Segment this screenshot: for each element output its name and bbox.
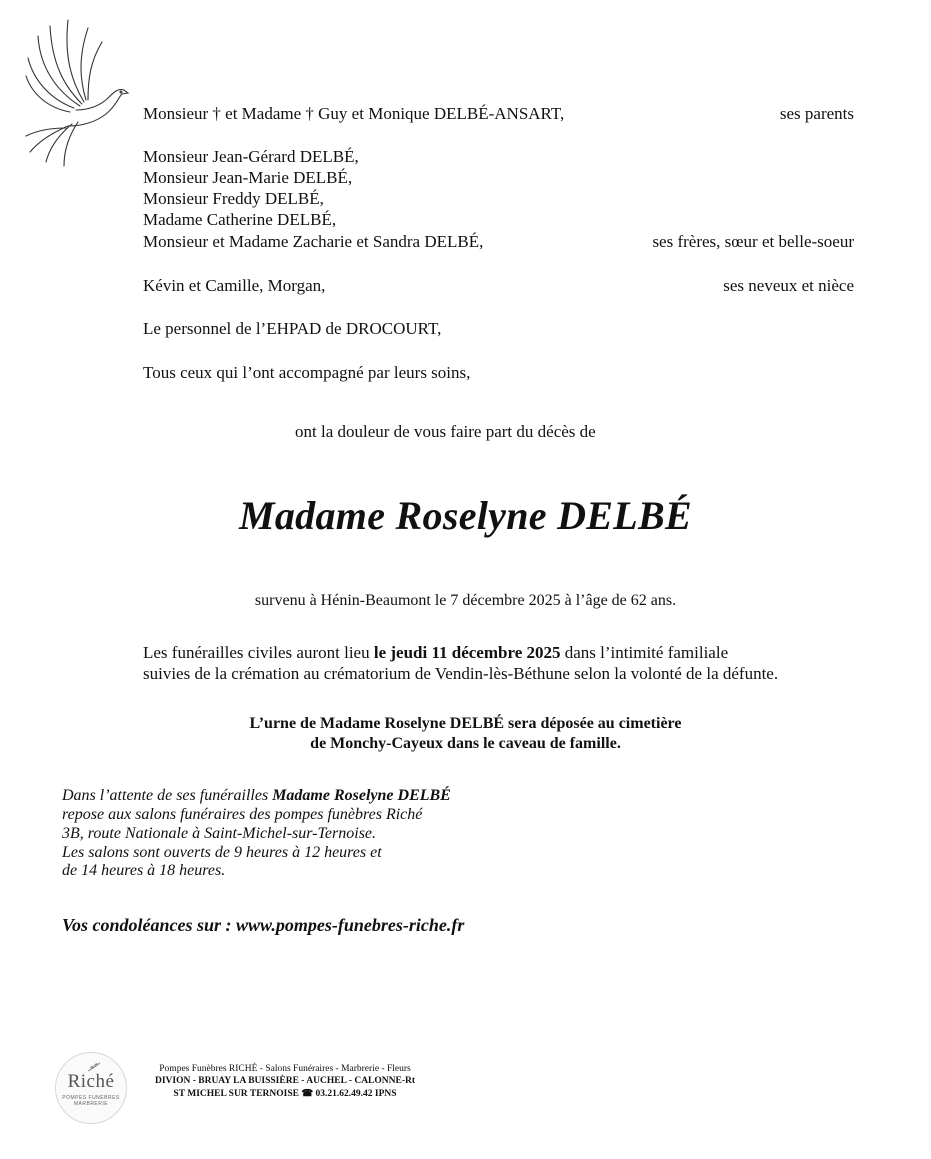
carers-line: Tous ceux qui l’ont accompagné par leurs soins,	[143, 363, 471, 382]
sibling-line: Madame Catherine DELBÉ,	[143, 210, 337, 229]
waiting-name: Madame Roselyne DELBÉ	[272, 787, 451, 804]
funeral-text: Les funérailles civiles auront lieu	[143, 643, 374, 662]
logo-subtitle: POMPES FUNÈBRES	[62, 1095, 120, 1101]
logo-subtitle: MARBRERIE	[73, 1101, 109, 1107]
waiting-line: 3B, route Nationale à Saint-Michel-sur-Ternoise.	[62, 825, 377, 842]
parents-relation: ses parents	[779, 104, 854, 123]
funeral-date: le jeudi 11 décembre 2025	[373, 643, 561, 662]
staff-line: Le personnel de l’EHPAD de DROCOURT,	[143, 319, 442, 338]
death-info: survenu à Hénin-Beaumont le 7 décembre 2025 à l’âge de 62 ans.	[254, 592, 677, 609]
riche-logo	[55, 1052, 127, 1124]
funeral-line-2: suivies de la crémation au crématorium de Vendin-lès-Béthune selon la volonté de la défunte.	[143, 664, 779, 683]
nephews-relation: ses neveux et nièce	[723, 276, 854, 295]
waiting-line-1	[62, 787, 451, 805]
dove-icon	[18, 14, 133, 172]
waiting-line: repose aux salons funéraires des pompes funèbres Riché	[62, 806, 423, 823]
sibling-line: Monsieur et Madame Zacharie et Sandra DELBÉ,	[143, 232, 484, 251]
announcement: ont la douleur de vous faire part du décès de	[295, 422, 596, 441]
sibling-line: Monsieur Jean-Gérard DELBÉ,	[143, 147, 359, 166]
waiting-line: de 14 heures à 18 heures.	[62, 862, 226, 879]
footer-line-2: DIVION - BRUAY LA BUISSIÈRE - AUCHEL - CALONNE-Rt	[154, 1076, 416, 1086]
urn-line-2: de Monchy-Cayeux dans le caveau de famille.	[310, 735, 621, 752]
nephews-names: Kévin et Camille, Morgan,	[143, 276, 326, 295]
logo-name: Riché	[67, 1071, 115, 1092]
funeral-text: dans l’intimité familiale	[560, 643, 729, 662]
footer-line-1: Pompes Funèbres RICHÉ - Salons Funéraires - Marbrerie - Fleurs	[159, 1064, 411, 1074]
siblings-relation: ses frères, sœur et belle-soeur	[652, 232, 854, 251]
waiting-text: Dans l’attente de ses funérailles	[62, 787, 273, 804]
funeral-line-1	[143, 643, 728, 663]
condolences-link[interactable]: Vos condoléances sur : www.pompes-funebres-riche.fr	[62, 915, 465, 935]
footer-line-3: ST MICHEL SUR TERNOISE ☎ 03.21.62.49.42 IPNS	[173, 1089, 397, 1099]
sibling-line: Monsieur Jean-Marie DELBÉ,	[143, 168, 353, 187]
deceased-name-title: Madame Roselyne DELBÉ	[239, 493, 692, 538]
waiting-line: Les salons sont ouverts de 9 heures à 12 heures et	[62, 844, 382, 861]
sibling-line: Monsieur Freddy DELBÉ,	[143, 189, 324, 208]
parents-names: Monsieur † et Madame † Guy et Monique DELBÉ-ANSART,	[143, 104, 565, 123]
urn-line-1: L’urne de Madame Roselyne DELBÉ sera déposée au cimetière	[249, 715, 682, 732]
